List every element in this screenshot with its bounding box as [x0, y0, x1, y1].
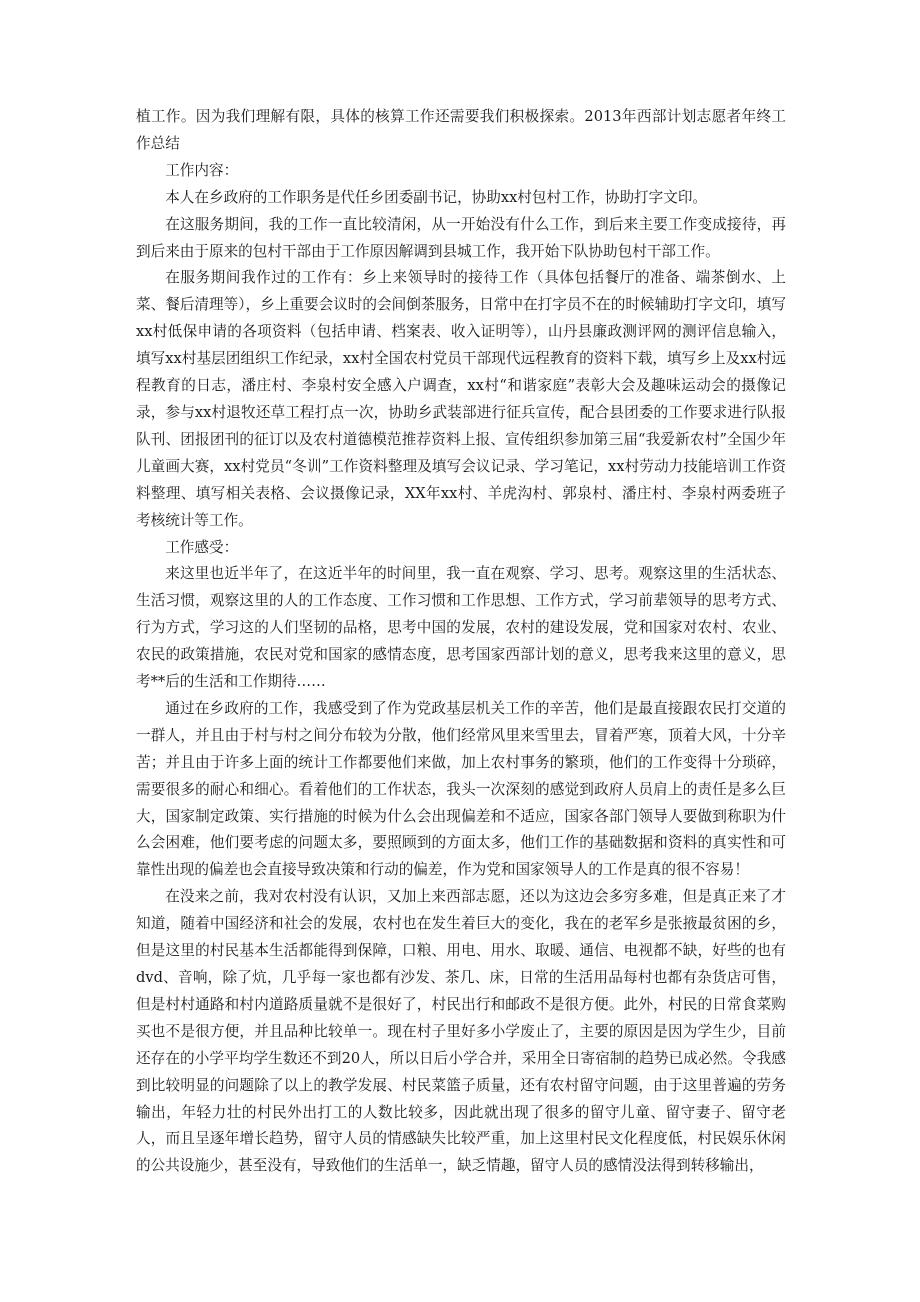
- section-heading-work-content: 工作内容：: [165, 161, 239, 179]
- section-heading-work-feelings: 工作感受：: [165, 538, 239, 556]
- paragraph-8: 在没来之前，我对农村没有认识，又加上来西部志愿，还以为这边会多穷多难，但是真正来了才知道，随着中国经济和社会的发展，农村也在发生着巨大的变化，我在的老军乡是张掖最贫困的乡，但是这里的村民基本生活都能得到保障，口粮、用电、用水、取暖、通信、电视都不缺，好些的也有dvd、音响，除了炕，几乎每一家也都有沙发、茶几、床，日常的生活用品每村也都有杂货店可售，但是村村通路和村内道路质量就不是很好了，村民出行和邮政不是很方便。此外，村民的日常食菜购买也不是很方便，并且品种比较单一。现在村子里好多小学废止了，主要的原因是因为学生少，目前还存在的小学平均学生数还不到20人，所以日后小学合并，采用全日寄宿制的趋势已成必然。令我感到比较明显的问题除了以上的教学发展、村民菜篮子质量，还有农村留守问题，由于这里普遍的劳务输出，年轻力壮的村民外出打工的人数比较多，因此就出现了很多的留守儿童、留守妻子、留守老人，而且呈逐年增长趋势，留守人员的情感缺失比较严重，加上这里村民文化程度低，村民娱乐休闲的公共设施少，甚至没有，导致他们的生活单一，缺乏情趣，留守人员的感情没法得到转移输出，: [136, 888, 786, 1175]
- paragraph-0: 植工作。因为我们理解有限，具体的核算工作还需要我们积极探索。2013年西部计划志愿者年终工作总结: [136, 108, 786, 152]
- paragraph-2: 本人在乡政府的工作职务是代任乡团委副书记，协助xx村包村工作，协助打字文印。: [165, 188, 708, 206]
- paragraph-3: 在这服务期间，我的工作一直比较清闲，从一开始没有什么工作，到后来主要工作变成接待，再到后来由于原来的包村干部由于工作原因解调到县城工作，我开始下队协助包村干部工作。: [136, 215, 786, 260]
- paragraph-7: 通过在乡政府的工作，我感受到了作为党政基层机关工作的辛苦，他们是最直接跟农民打交道的一群人，并且由于村与村之间分布较为分散，他们经常风里来雪里去，冒着严寒，顶着大风，十分辛苦；并且由于许多上面的统计工作都要他们来做，加上农村事务的繁琐，他们的工作变得十分琐碎，需要很多的耐心和细心。看着他们的工作状态，我头一次深刻的感觉到政府人员肩上的责任是多么巨大，国家制定政策、实行措施的时候为什么会出现偏差和不适应，国家各部门领导人要做到称职为什么会困难，他们要考虑的问题太多，要照顾到的方面太多，他们工作的基础数据和资料的真实性和可靠性出现的偏差也会直接导致决策和行动的偏差，作为党和国家领导人的工作是真的很不容易！: [136, 699, 786, 879]
- document-body: [136, 104, 786, 1180]
- paragraph-6: 来这里也近半年了，在这近半年的时间里，我一直在观察、学习、思考。观察这里的生活状态、生活习惯，观察这里的人的工作态度、工作习惯和工作思想、工作方式，学习前辈领导的思考方式、行为方式，学习这的人们坚韧的品格，思考中国的发展，农村的建设发展，党和国家对农村、农业、农民的政策措施，农民对党和国家的感情态度，思考国家西部计划的意义，思考我来这里的意义，思考**后的生活和工作期待……: [136, 565, 786, 691]
- paragraph-4: 在服务期间我作过的工作有：乡上来领导时的接待工作（具体包括餐厅的准备、端茶倒水、上菜、餐后清理等），乡上重要会议时的会间倒茶服务，日常中在打字员不在的时候辅助打字文印，填写xx村低保申请的各项资料（包括申请、档案表、收入证明等），山丹县廉政测评网的测评信息输入，填写xx村基层团组织工作纪录，xx村全国农村党员干部现代远程教育的资料下载，填写乡上及xx村远程教育的日志，潘庄村、李泉村安全感入户调查，xx村“和谐家庭”表彰大会及趣味运动会的摄像记录，参与xx村退牧还草工程打点一次，协助乡武装部进行征兵宣传，配合县团委的工作要求进行队报队刊、团报团刊的征订以及农村道德模范推荐资料上报、宣传组织参加第三届“我爱新农村”全国少年儿童画大赛，xx村党员“冬训”工作资料整理及填写会议记录、学习笔记，xx村劳动力技能培训工作资料整理、填写相关表格、会议摄像记录，XX年xx村、羊虎沟村、郭泉村、潘庄村、李泉村两委班子考核统计等工作。: [136, 269, 786, 529]
